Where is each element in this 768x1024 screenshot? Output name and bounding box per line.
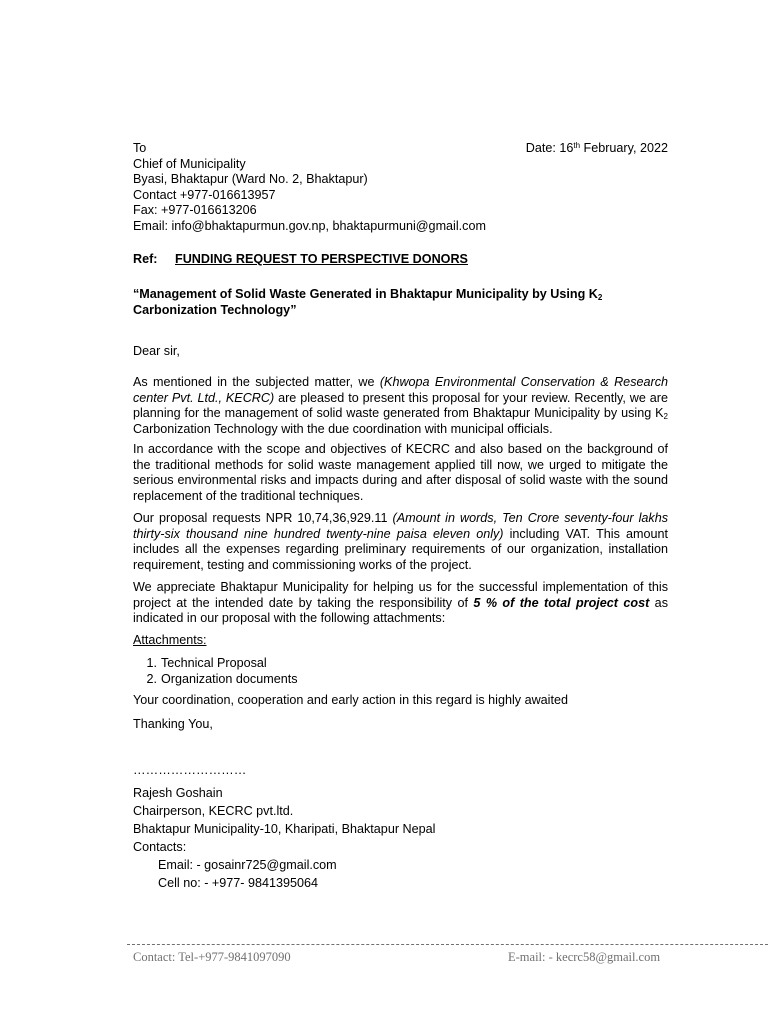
footer-contact: Contact: Tel-+977-9841097090 xyxy=(133,950,291,964)
ref-line xyxy=(133,252,158,268)
signer-position: Chairperson, KECRC pvt.ltd. xyxy=(133,804,294,818)
list-item: 2. Organization documents xyxy=(146,671,298,686)
attachments-list xyxy=(133,656,298,687)
paragraph-scope: In accordance with the scope and objectives of KECRC and also based on the background of the traditional methods for solid waste management applied till now, we urged to mitigate the serious environmental risks and impacts during and after disposal of solid waste with the sound replacement of the traditional techniques. xyxy=(133,442,668,503)
signer-address: Bhaktapur Municipality-10, Kharipati, Bhaktapur Nepal xyxy=(133,822,436,836)
recipient-address: Byasi, Bhaktapur (Ward No. 2, Bhaktapur) xyxy=(133,172,368,187)
ref-subject: FUNDING REQUEST TO PERSPECTIVE DONORS xyxy=(175,252,468,266)
ref-label: Ref: xyxy=(133,252,158,266)
closing-line: Your coordination, cooperation and early action in this regard is highly awaited xyxy=(133,693,568,707)
signature-dots: ……………………… xyxy=(133,763,247,777)
recipient-block xyxy=(133,141,486,235)
footer-divider xyxy=(127,944,768,945)
project-title: “Management of Solid Waste Generated in Bhaktapur Municipality by Using $K_2$ Carbonization Technology” xyxy=(133,287,603,317)
paragraph-intro: As mentioned in the subjected matter, we (Khwopa Environmental Conservation & Research center Pvt. Ltd., KECRC) are pleased to present this proposal for your review. Recently, we are planning for the management of solid waste generated from Bhaktapur Municipality by using $K_2$ Carbonization Technology with the due coordination with municipal officials. xyxy=(133,375,668,436)
attachments-heading: Attachments: xyxy=(133,633,207,647)
salutation: Dear sir, xyxy=(133,344,180,358)
paragraph-appreciation: We appreciate Bhaktapur Municipality for helping us for the successful implementation of this project at the intended date by taking the responsibility of 5 % of the total project cost as indicated in our proposal with the following attachments: xyxy=(133,580,668,626)
signer-contacts-label: Contacts: xyxy=(133,840,187,854)
signer-name: Rajesh Goshain xyxy=(133,786,223,800)
recipient-title: Chief of Municipality xyxy=(133,156,246,171)
paragraph-amount: Our proposal requests NPR 10,74,36,929.11 (Amount in words, Ten Crore seventy-four lakhs thirty-six thousand nine hundred twenty-nine paisa eleven only) including VAT. This amount includes all the expenses regarding preliminary requirements of our organization, installation requirement, testing and commissioning works of the project. xyxy=(133,511,668,572)
signer-cell: Cell no: - +977- 9841395064 xyxy=(158,876,318,890)
recipient-to: To xyxy=(133,141,147,155)
recipient-contact: Contact +977-016613957 xyxy=(133,187,276,202)
thanking-line: Thanking You, xyxy=(133,717,213,731)
recipient-fax: Fax: +977-016613206 xyxy=(133,203,257,218)
footer-email: E-mail: - kecrc58@gmail.com xyxy=(508,950,661,964)
letter-date: Date: 16th February, 2022 xyxy=(525,141,668,155)
list-item: 1. Technical Proposal xyxy=(146,656,267,670)
signer-block xyxy=(133,784,435,892)
recipient-email: Email: info@bhaktapurmun.gov.np, bhaktapurmuni@gmail.com xyxy=(133,218,486,233)
signer-email: Email: - gosainr725@gmail.com xyxy=(158,858,337,872)
